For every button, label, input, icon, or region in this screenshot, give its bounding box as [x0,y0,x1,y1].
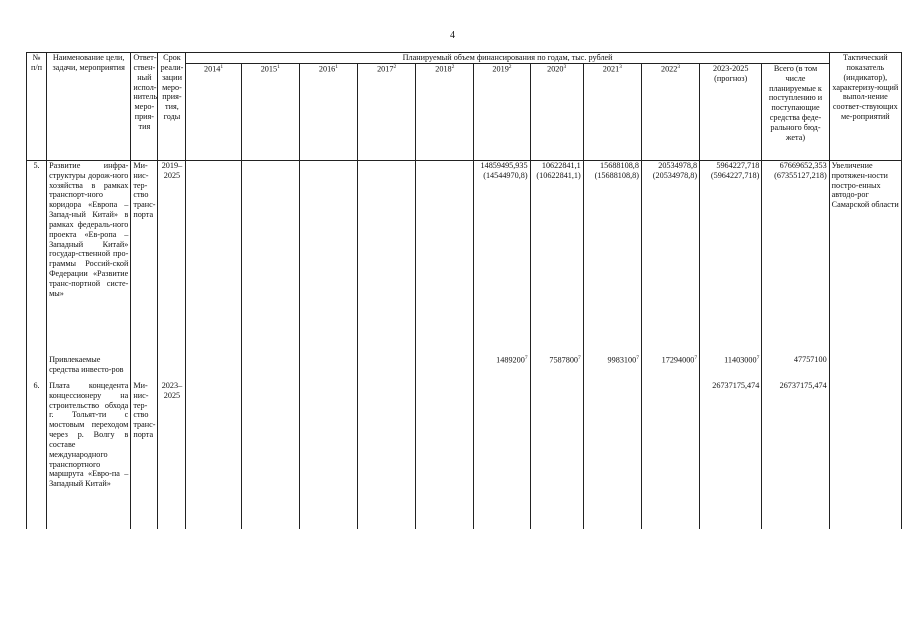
row-responsible: Ми-нис-тер-ство транс-порта [131,160,158,353]
table-row [27,381,902,529]
row-term: 2019–2025 [158,160,186,353]
col-header-term: Срок реали-зации меро-прия-тия, годы [158,53,186,161]
col-header-year: 2015$^1$ [241,63,299,160]
row-term: 2023–2025 [158,381,186,529]
row-indicator [829,353,901,381]
row-value [358,381,416,529]
row-value [241,160,299,353]
row-value: 20534978,8 (20534978,8) [641,160,699,353]
table-row [27,160,902,353]
row-value: 7587800$^7$ [530,353,583,381]
col-header-year: 2021$^3$ [583,63,641,160]
row-value [474,381,530,529]
col-header-year: 2019$^2$ [474,63,530,160]
row-value [186,160,241,353]
row-responsible [131,353,158,381]
row-responsible: Ми-нис-тер-ство транс-порта [131,381,158,529]
row-value [416,381,474,529]
col-header-year: 2023-2025 (прогноз) [700,63,762,160]
row-number: 5. [27,160,47,353]
row-value: 14859495,935 (14544970,8) [474,160,530,353]
row-indicator: Увеличение протяжен-ности постро-енных автодо-рог Самарской области [829,160,901,353]
row-value: 11403000$^7$ [700,353,762,381]
col-header-year: 2022$^3$ [641,63,699,160]
row-value: 26737175,474 [762,381,829,529]
row-value [530,381,583,529]
col-header-year: Всего (в том числе планируемые к поступлению и поступающие средства феде-рального бюд-жета) [762,63,829,160]
row-value [358,160,416,353]
row-value: 1489200$^7$ [474,353,530,381]
row-name: Плата концедента концессионеру на строительство обхода г. Тольят-ти с мостовым переходом через р. Волгу в составе международного транспортного маршрута «Евро-па – Западный Китай» [47,381,131,529]
row-value [299,160,357,353]
row-name: Развитие инфра-структуры дорож-ного хозяйства в рамках транспорт-ного коридора «Европа – Запад-ный Китай» в рамках федераль-ного проекта «Ев-ропа – Западный Китай» государ-ственной про-граммы Россий-ской Федерации «Развитие транс-портной систе-мы» [47,160,131,353]
col-header-funding: Планируемый объем финансирования по годам, тыс. рублей [186,53,829,64]
row-value [641,381,699,529]
row-value [358,353,416,381]
row-value [416,353,474,381]
row-value: 26737175,474 [700,381,762,529]
col-header-year: 2020$^3$ [530,63,583,160]
col-header-year: 2018$^2$ [416,63,474,160]
row-value [186,381,241,529]
row-term [158,353,186,381]
row-value: 9983100$^7$ [583,353,641,381]
row-value [299,353,357,381]
row-value [186,353,241,381]
row-name: Привлекаемые средства инвесто-ров [47,353,131,381]
row-number [27,353,47,381]
page-number: 4 [450,30,455,41]
row-value [299,381,357,529]
col-header-name: Наименование цели, задачи, мероприятия [47,53,131,161]
row-value: 17294000$^7$ [641,353,699,381]
row-value [583,381,641,529]
col-header-year: 2017$^2$ [358,63,416,160]
row-value: 10622841,1 (10622841,1) [530,160,583,353]
row-number: 6. [27,381,47,529]
row-value: 47757100 [762,353,829,381]
row-indicator [829,381,901,529]
row-value: 5964227,718 (5964227,718) [700,160,762,353]
col-header-year: 2014$^1$ [186,63,241,160]
funding-table [26,52,902,529]
table-row [27,353,902,381]
row-value [416,160,474,353]
row-value [241,381,299,529]
col-header-indicator: Тактический показатель (индикатор), характеризу-ющий выпол-нение соответ-ствующих ме-роприятий [829,53,901,161]
col-header-year: 2016$^1$ [299,63,357,160]
row-value: 15688108,8 (15688108,8) [583,160,641,353]
col-header-num: № п/п [27,53,47,161]
row-value: 67669652,353 (67355127,218) [762,160,829,353]
row-value [241,353,299,381]
col-header-resp: Ответ-ствен-ный испол-нитель меро-прия-тия [131,53,158,161]
